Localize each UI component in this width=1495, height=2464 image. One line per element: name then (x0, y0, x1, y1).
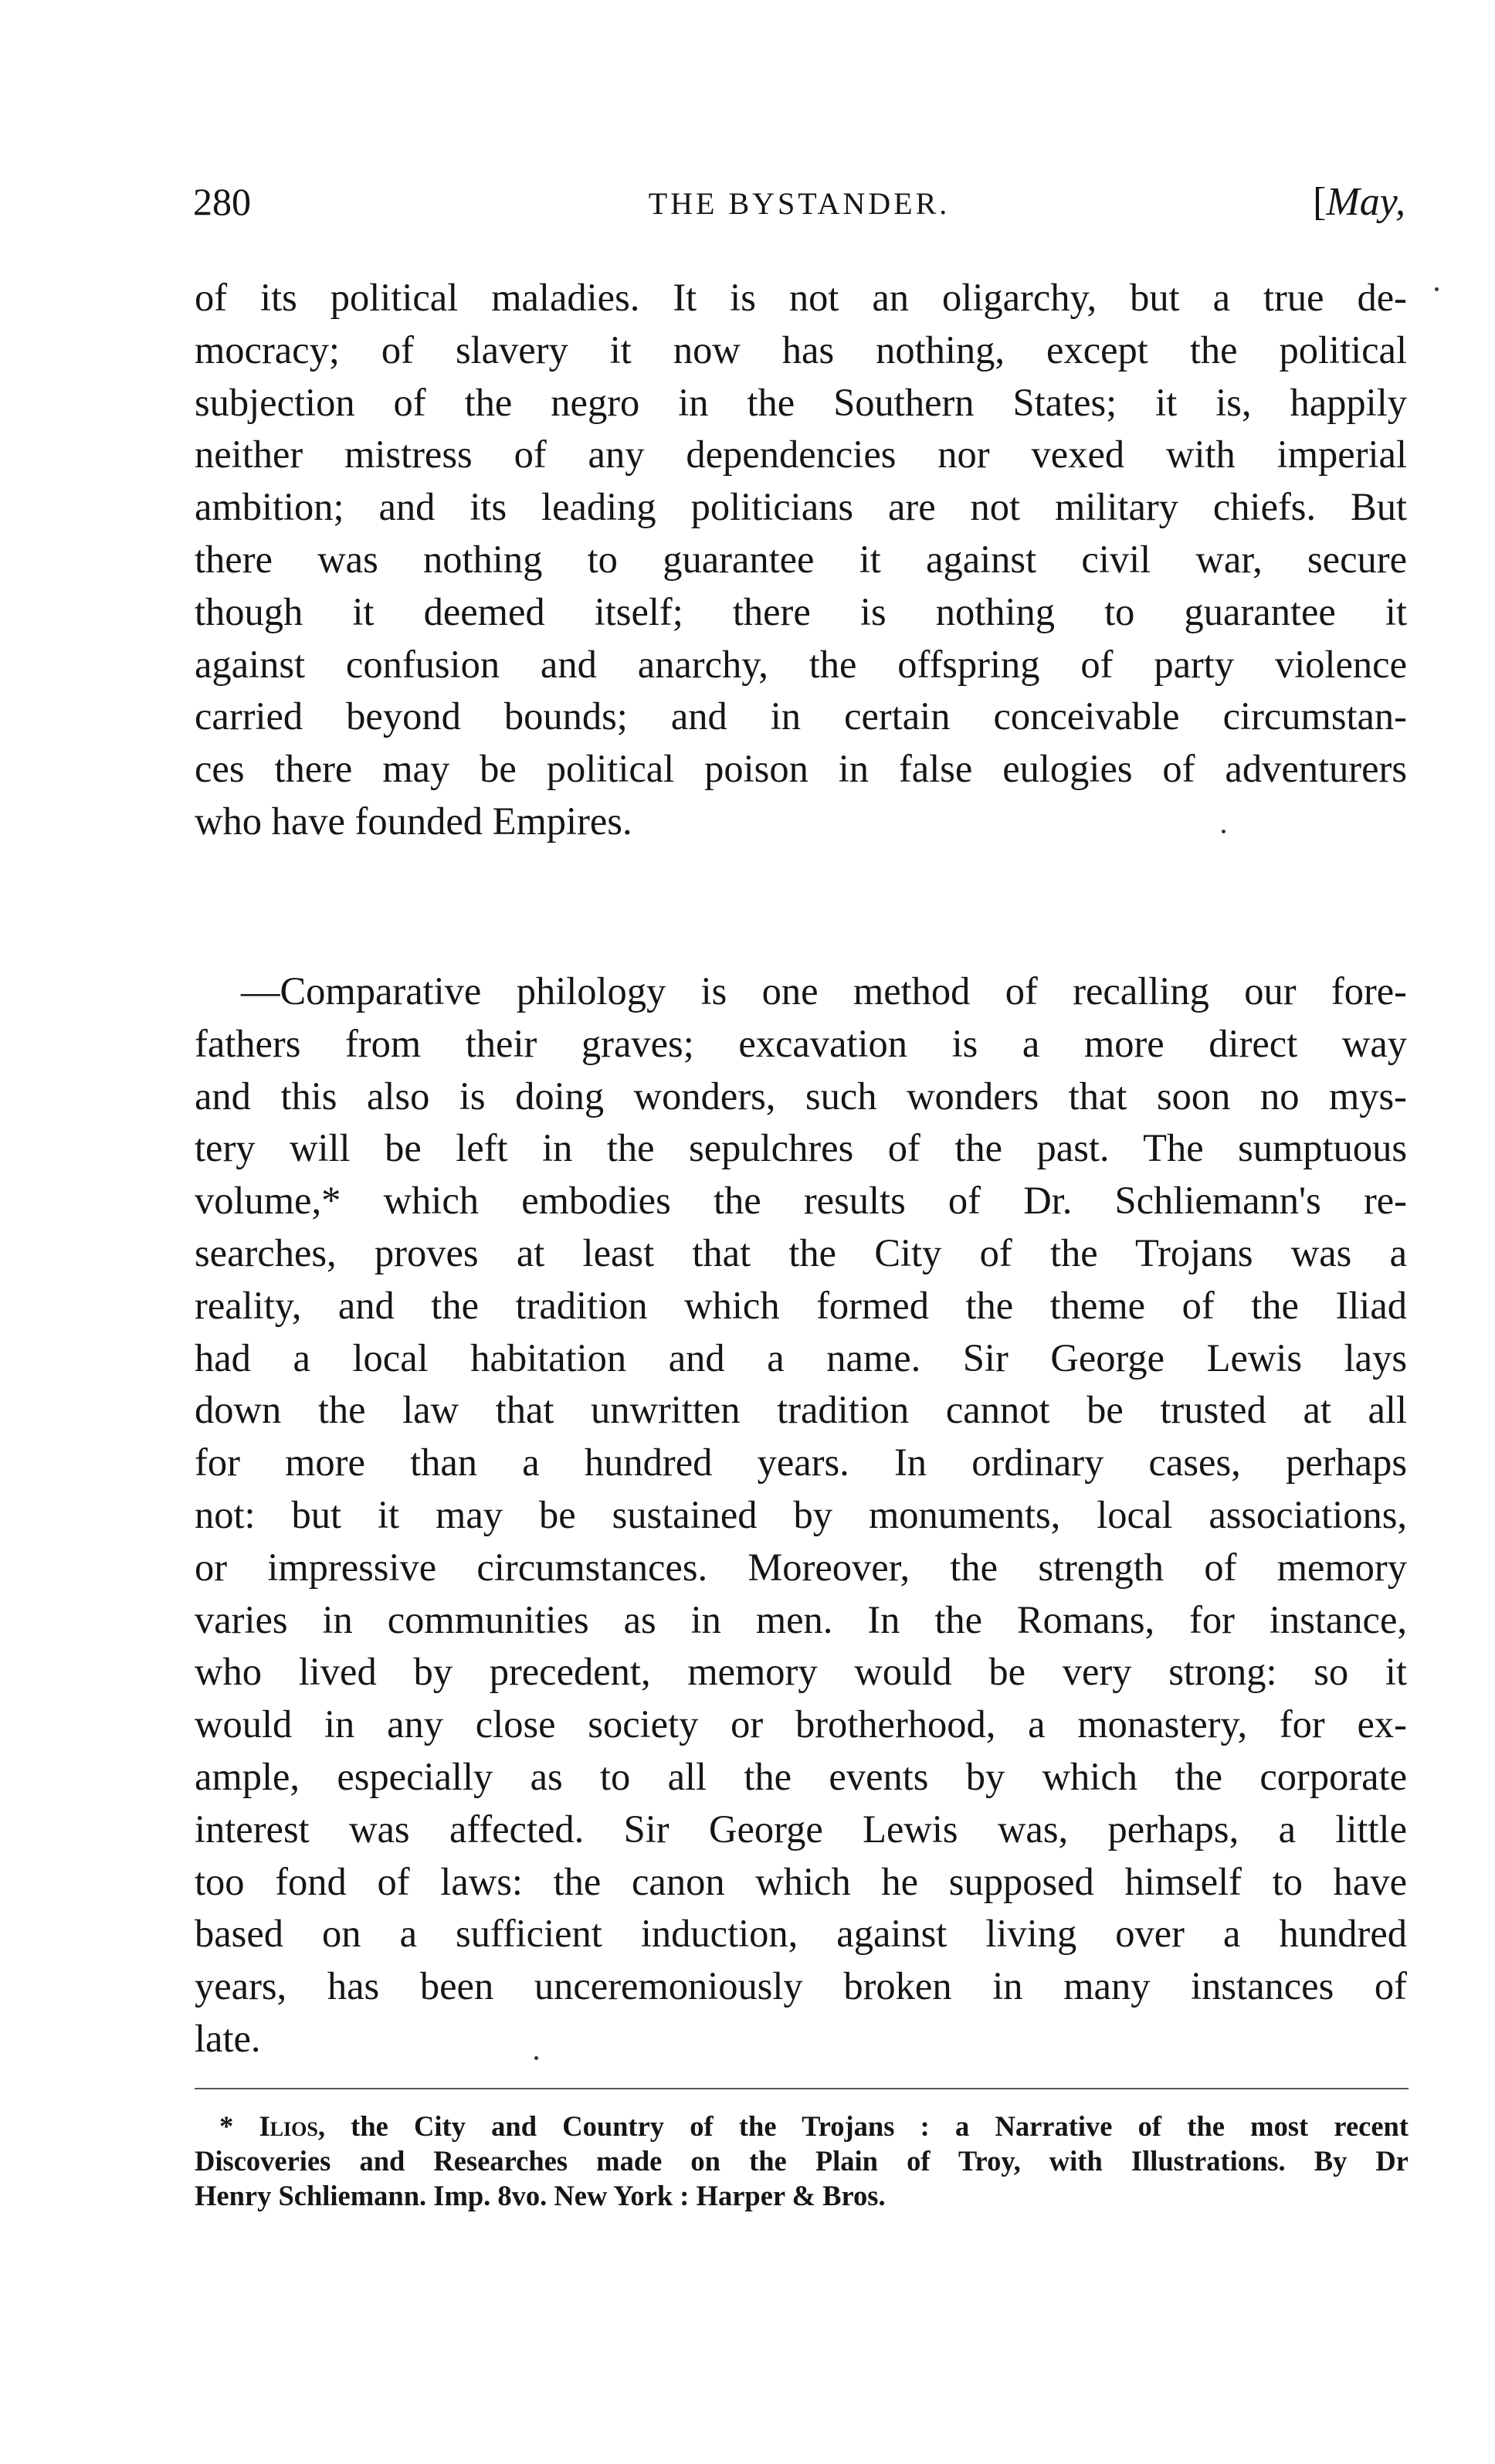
date-month: May, (1326, 180, 1405, 224)
paragraph-comparative-philology (195, 966, 1407, 2065)
text-line: volume,* which embodies the results of Dr. Schliemann's re- (195, 1179, 1407, 1223)
running-header (193, 179, 1405, 233)
running-title: THE BYSTANDER. (648, 186, 951, 221)
footnote-line: Henry Schliemann. Imp. 8vo. New York : Harper & Bros. (195, 2180, 886, 2211)
footnote-line: Discoveries and Researches made on the Plain of Troy, with Illustrations. By Dr (195, 2145, 1409, 2177)
date-bracket: [ (1313, 180, 1327, 224)
text-line: subjection of the negro in the Southern States; it is, happily (195, 380, 1407, 424)
footnote-divider (195, 2088, 1409, 2089)
text-line: fathers from their graves; excavation is a more direct way (195, 1021, 1407, 1065)
text-line: not: but it may be sustained by monuments, local associations, (195, 1492, 1407, 1536)
footnote (195, 2109, 1409, 2213)
text-line: for more than a hundred years. In ordinary cases, perhaps (195, 1441, 1407, 1485)
text-line: neither mistress of any dependencies nor vexed with imperial (195, 433, 1407, 477)
text-line: though it deemed itself; there is nothing to guarantee it (195, 589, 1407, 633)
text-line: would in any close society or brotherhood, a monastery, for ex- (195, 1702, 1407, 1746)
text-line: tery will be left in the sepulchres of the past. The sumptuous (195, 1126, 1407, 1170)
text-line: of its political maladies. It is not an oligarchy, but a true de- (195, 276, 1407, 319)
text-line: based on a sufficient induction, against living over a hundred (195, 1912, 1407, 1956)
stray-ink-mark (1222, 830, 1225, 833)
text-line: —Comparative philology is one method of recalling our fore- (241, 969, 1407, 1013)
text-line: too fond of laws: the canon which he supposed himself to have (195, 1859, 1407, 1903)
text-line: reality, and the tradition which formed the theme of the Iliad (195, 1283, 1407, 1327)
text-line: ambition; and its leading politicians are not military chiefs. But (195, 485, 1407, 529)
footnote-line-rest: , the City and Country of the Trojans : a Narrative of the most recent (317, 2110, 1409, 2142)
text-line: or impressive circumstances. Moreover, the strength of memory (195, 1545, 1407, 1589)
text-line: years, has been unceremoniously broken in many instances of (195, 1964, 1407, 2008)
text-line: carried beyond bounds; and in certain conceivable circumstan- (195, 694, 1407, 738)
text-line: interest was affected. Sir George Lewis was, perhaps, a little (195, 1807, 1407, 1851)
running-date (1313, 179, 1405, 225)
stray-ink-mark (534, 2056, 538, 2060)
text-line: ces there may be political poison in false eulogies of adventurers (195, 747, 1407, 791)
text-line: down the law that unwritten tradition cannot be trusted at all (195, 1388, 1407, 1432)
text-line: there was nothing to guarantee it against civil war, secure (195, 537, 1407, 581)
footnote-marker: * (219, 2110, 234, 2142)
paragraph-political-maladies (195, 272, 1407, 848)
text-line: had a local habitation and a name. Sir George Lewis lays (195, 1336, 1407, 1380)
text-line: who have founded Empires. (195, 799, 632, 843)
text-line: and this also is doing wonders, such wonders that soon no mys- (195, 1074, 1407, 1118)
footnote-title-ilios: Ilios (259, 2110, 318, 2142)
text-line: searches, proves at least that the City of the Trojans was a (195, 1230, 1407, 1274)
stray-ink-mark (1435, 287, 1439, 291)
text-line: who lived by precedent, memory would be very strong: so it (195, 1650, 1407, 1694)
text-line: mocracy; of slavery it now has nothing, except the political (195, 328, 1407, 372)
text-line: ample, especially as to all the events by which the corporate (195, 1754, 1407, 1798)
page-number: 280 (193, 180, 251, 223)
text-line: late. (195, 2016, 261, 2060)
text-line: varies in communities as in men. In the Romans, for instance, (195, 1597, 1407, 1641)
footnote-line (195, 2109, 1409, 2143)
text-line: against confusion and anarchy, the offspring of party violence (195, 642, 1407, 686)
